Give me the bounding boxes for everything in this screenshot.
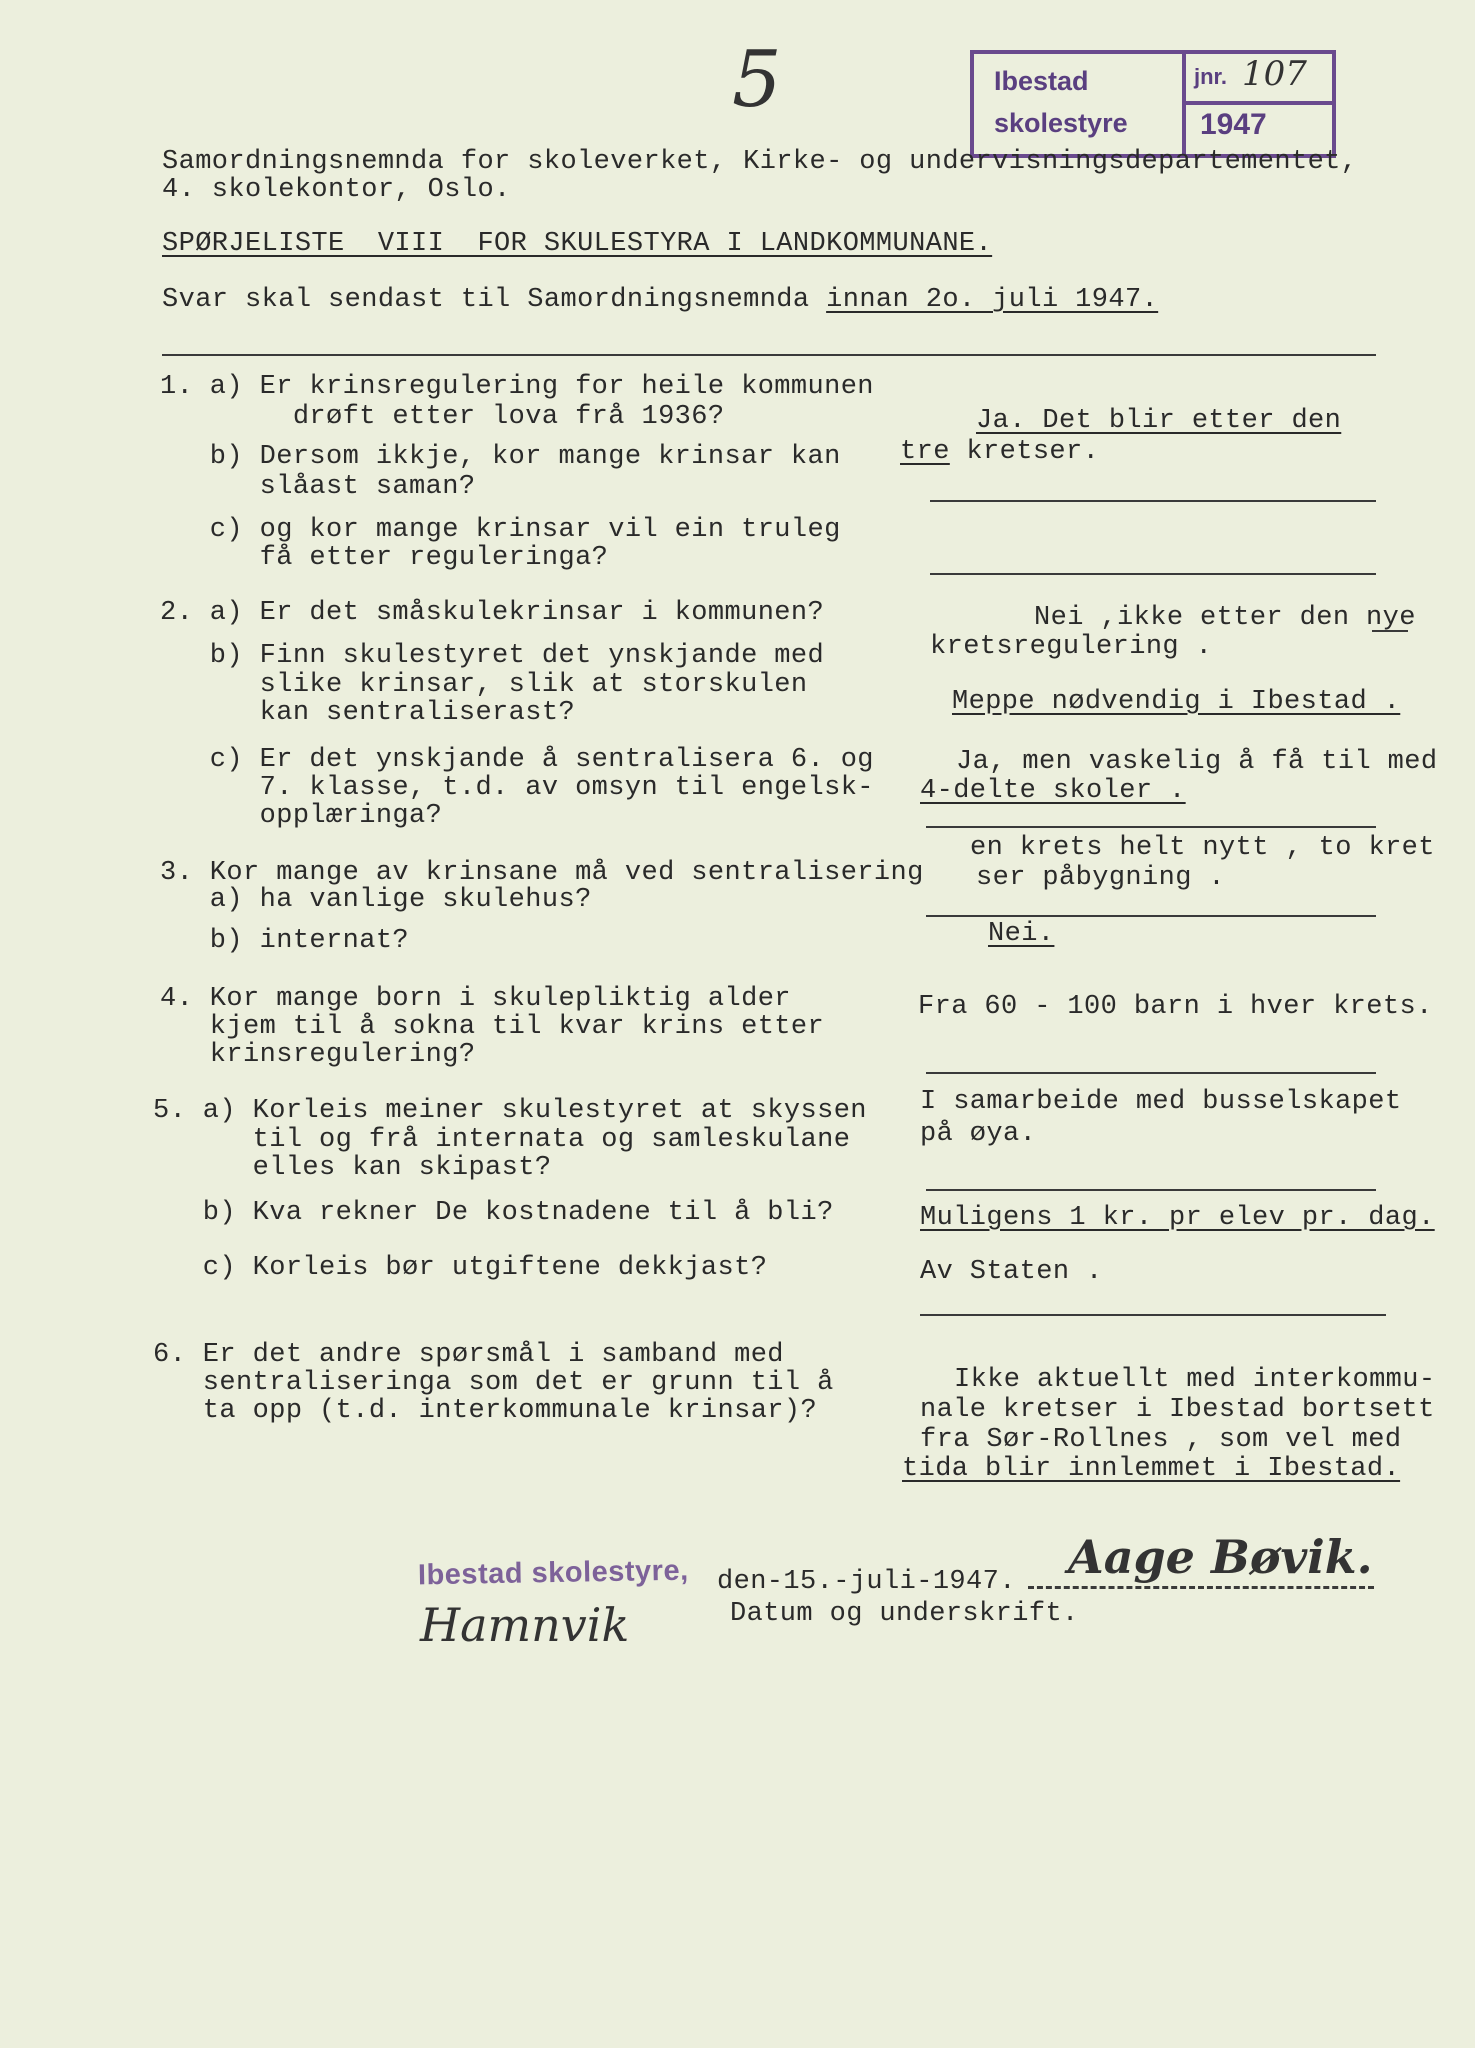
stamp-year: 1947 <box>1200 108 1267 141</box>
answer-1-line-1: Ja. Det blir etter den <box>976 406 1342 436</box>
answer-5b: Muligens 1 kr. pr elev pr. dag. <box>920 1203 1435 1233</box>
answer-1-line-2 <box>900 436 1099 468</box>
header-line-2: 4. skolekontor, Oslo. <box>162 175 511 205</box>
q2c-line-3: opplæringa? <box>160 801 443 831</box>
answer-rule <box>926 915 1376 917</box>
signature: Aage Bøvik. <box>1068 1530 1373 1584</box>
answer-rule <box>920 1314 1386 1316</box>
answer-2a-line-2: kretsregulering . <box>930 632 1213 662</box>
answer-rule <box>930 573 1376 575</box>
q6-line-2: sentraliseringa som det er grunn til å <box>153 1368 834 1398</box>
answer-rule <box>926 1072 1376 1074</box>
q4-line-3: krinsregulering? <box>160 1040 476 1070</box>
answer-4: Fra 60 - 100 barn i hver krets. <box>918 992 1433 1022</box>
q3-line-1: 3. Kor mange av krinsane må ved sentralisering <box>160 858 924 888</box>
answer-1-underlined: tre <box>900 437 950 467</box>
stamp-line-2: skolestyre <box>994 108 1128 138</box>
date-caption: Datum og underskrift. <box>730 1599 1079 1629</box>
q1c-line-2: få etter reguleringa? <box>160 543 609 573</box>
school-board-stamp: Ibestad skolestyre, <box>417 1554 689 1592</box>
stamp-jnr-label: jnr. <box>1194 64 1228 89</box>
q6-line-3: ta opp (t.d. interkommunale krinsar)? <box>153 1396 818 1426</box>
answer-2c-line-1: Ja, men vaskelig å få til med <box>956 747 1438 777</box>
answer-3-line-1: en krets helt nytt , to kret <box>970 833 1435 863</box>
deadline-date: innan 2o. juli 1947. <box>826 285 1159 315</box>
header-line-1: Samordningsnemnda for skoleverket, Kirke- og undervisningsdepartementet, <box>162 147 1358 177</box>
q1a-line-2: drøft etter lova frå 1936? <box>160 402 725 432</box>
q6-line-1: 6. Er det andre spørsmål i samband med <box>153 1340 784 1370</box>
answer-3b: Nei. <box>988 919 1055 949</box>
q3-line-3: b) internat? <box>160 926 410 956</box>
journal-stamp <box>970 50 1336 158</box>
answer-3-line-2: ser påbygning . <box>976 863 1226 893</box>
q5c-line: c) Korleis bør utgiftene dekkjast? <box>153 1253 768 1283</box>
answer-2a-line-1: Nei ,ikke etter den nye <box>1034 603 1416 633</box>
answer-2b: Meppe nødvendig i Ibestad . <box>952 687 1401 717</box>
separator-rule <box>162 354 1376 356</box>
answer-5c: Av Staten . <box>920 1257 1103 1287</box>
stamp-divider <box>1186 101 1332 105</box>
q5a-line-2: til og frå internata og samleskulane <box>153 1125 851 1155</box>
q5a-line-1: 5. a) Korleis meiner skulestyret at skyssen <box>153 1096 867 1126</box>
answer-5a-line-2: på øya. <box>920 1119 1037 1149</box>
q1a-line-1: 1. a) Er krinsregulering for heile kommunen <box>160 372 874 402</box>
place-handwritten: Hamnvik <box>420 1598 630 1652</box>
answer-rule <box>930 500 1376 502</box>
deadline-line <box>162 284 1158 316</box>
q2b-line-3: kan sentraliserast? <box>160 698 576 728</box>
answer-6-line-1: Ikke aktuellt med interkommu- <box>954 1365 1436 1395</box>
answer-1-rest: kretser. <box>949 437 1100 467</box>
q1b-line-2: slåast saman? <box>160 472 476 502</box>
answer-6-line-2: nale kretser i Ibestad bortsett <box>920 1395 1435 1425</box>
stamp-jnr-value: 107 <box>1242 54 1307 94</box>
q4-line-1: 4. Kor mange born i skulepliktig alder <box>160 984 791 1014</box>
q2a-line: 2. a) Er det småskulekrinsar i kommunen? <box>160 598 825 628</box>
stamp-line-1: Ibestad <box>994 66 1089 96</box>
q2c-line-1: c) Er det ynskjande å sentralisera 6. og <box>160 745 874 775</box>
q2c-line-2: 7. klasse, t.d. av omsyn til engelsk- <box>160 773 874 803</box>
answer-rule <box>926 826 1376 828</box>
q5b-line: b) Kva rekner De kostnadene til å bli? <box>153 1198 834 1228</box>
q1b-line-1: b) Dersom ikkje, kor mange krinsar kan <box>160 442 841 472</box>
form-title: SPØRJELISTE VIII FOR SKULESTYRA I LANDKOMMUNANE. <box>162 229 993 259</box>
answer-6-line-3: fra Sør-Rollnes , som vel med <box>920 1425 1402 1455</box>
answer-6-line-4: tida blir innlemmet i Ibestad. <box>902 1454 1401 1484</box>
date-line: den-15.-juli-1947. <box>717 1567 1016 1597</box>
answer-2c-line-2: 4-delte skoler . <box>920 776 1186 806</box>
q1c-line-1: c) og kor mange krinsar vil ein truleg <box>160 515 841 545</box>
deadline-prefix: Svar skal sendast til Samordningsnemnda <box>162 285 827 315</box>
page-number-mark: 5 <box>732 35 782 125</box>
date-line-dashes <box>1028 1586 1374 1589</box>
answer-rule <box>926 1189 1376 1191</box>
q5a-line-3: elles kan skipast? <box>153 1153 552 1183</box>
q4-line-2: kjem til å sokna til kvar krins etter <box>160 1012 825 1042</box>
q3-line-2: a) ha vanlige skulehus? <box>160 885 592 915</box>
q2b-line-1: b) Finn skulestyret det ynskjande med <box>160 641 825 671</box>
answer-5a-line-1: I samarbeide med busselskapet <box>920 1087 1402 1117</box>
q2b-line-2: slike krinsar, slik at storskulen <box>160 670 808 700</box>
